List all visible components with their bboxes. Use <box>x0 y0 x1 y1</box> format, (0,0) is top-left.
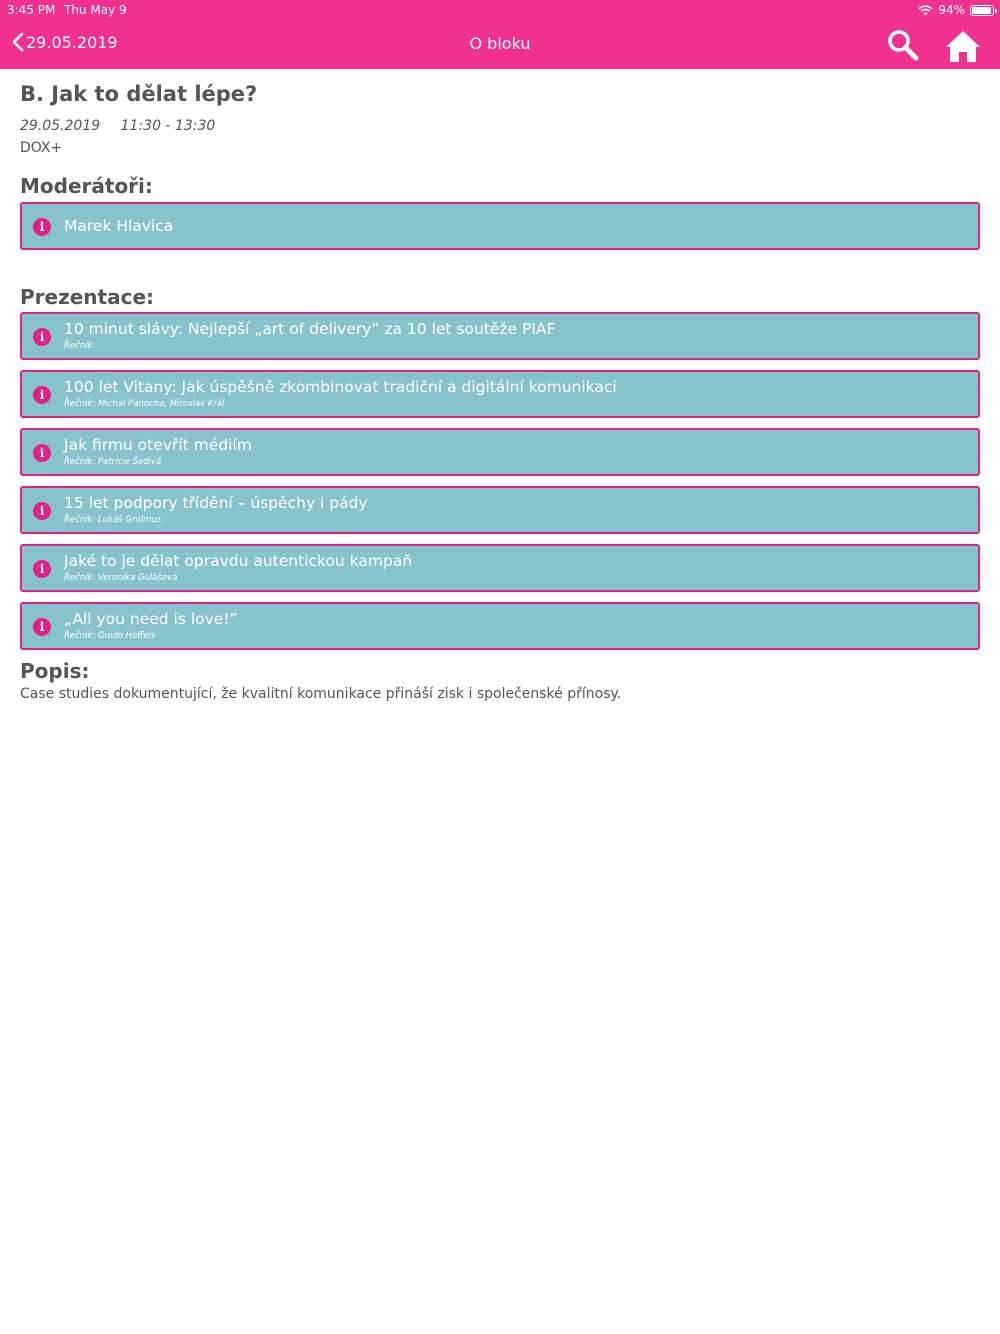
moderators-heading: Moderátoři: <box>20 174 153 198</box>
info-icon: i <box>33 560 51 578</box>
presentation-card[interactable] <box>20 602 980 650</box>
presentation-title: 15 let podpory třídění – úspěchy i pády <box>64 494 368 512</box>
moderator-name: Marek Hlavica <box>64 217 174 235</box>
status-date: Thu May 9 <box>64 3 127 17</box>
presentation-title: 100 let Vitany: Jak úspěšně zkombinovat tradiční a digitální komunikaci <box>64 378 617 396</box>
home-icon[interactable] <box>944 28 982 64</box>
presentation-card[interactable] <box>20 544 980 592</box>
block-date: 29.05.2019 <box>20 118 101 134</box>
description-heading: Popis: <box>20 659 90 683</box>
wifi-icon <box>918 5 933 16</box>
battery-icon <box>970 5 994 16</box>
status-time: 3:45 PM <box>7 3 56 17</box>
battery-level <box>972 7 991 14</box>
info-icon: i <box>33 328 51 346</box>
info-icon: i <box>33 386 51 404</box>
presentation-speaker: Řečník: Veronika Gulášová <box>64 573 178 583</box>
presentation-card[interactable] <box>20 428 980 476</box>
block-schedule <box>20 118 980 136</box>
block-venue: DOX+ <box>20 140 63 156</box>
status-right <box>918 3 994 17</box>
presentation-speaker: Řečník: Guido Heffels <box>64 631 156 641</box>
back-label: 29.05.2019 <box>26 32 118 52</box>
presentation-speaker: Řečník: Michal Panocha, Miroslav Král <box>64 399 225 409</box>
battery-percent: 94% <box>938 3 965 17</box>
block-title: B. Jak to dělat lépe? <box>20 82 258 106</box>
navigation-bar <box>0 22 1000 66</box>
top-bar <box>0 0 1000 69</box>
presentation-speaker: Řečník: Patricie Šedivá <box>64 457 162 467</box>
description-text: Case studies dokumentující, že kvalitní komunikace přináší zisk i společenské přínosy. <box>20 686 622 702</box>
info-icon: i <box>33 444 51 462</box>
presentation-title: Jak firmu otevřít médiím <box>64 436 252 454</box>
presentation-speaker: Řečník: Lukáš Grolmus <box>64 515 162 525</box>
presentation-card[interactable] <box>20 486 980 534</box>
presentation-card[interactable] <box>20 370 980 418</box>
info-icon: i <box>33 218 51 236</box>
presentation-speaker: Řečník: <box>64 341 96 351</box>
block-detail <box>20 82 980 702</box>
info-icon: i <box>33 618 51 636</box>
status-bar <box>0 0 1000 20</box>
moderator-card[interactable] <box>20 202 980 250</box>
presentation-title: „All you need is love!” <box>64 610 238 628</box>
info-icon: i <box>33 502 51 520</box>
presentations-heading: Prezentace: <box>20 285 155 309</box>
search-icon[interactable] <box>886 28 920 62</box>
presentation-card[interactable] <box>20 312 980 360</box>
presentation-title: 10 minut slávy: Nejlepší „art of delivery” za 10 let soutěže PIAF <box>64 320 556 338</box>
page-title: O bloku <box>469 34 531 53</box>
block-time: 11:30 - 13:30 <box>120 118 216 134</box>
presentation-title: Jaké to je dělat opravdu autentickou kampaň <box>64 552 413 570</box>
